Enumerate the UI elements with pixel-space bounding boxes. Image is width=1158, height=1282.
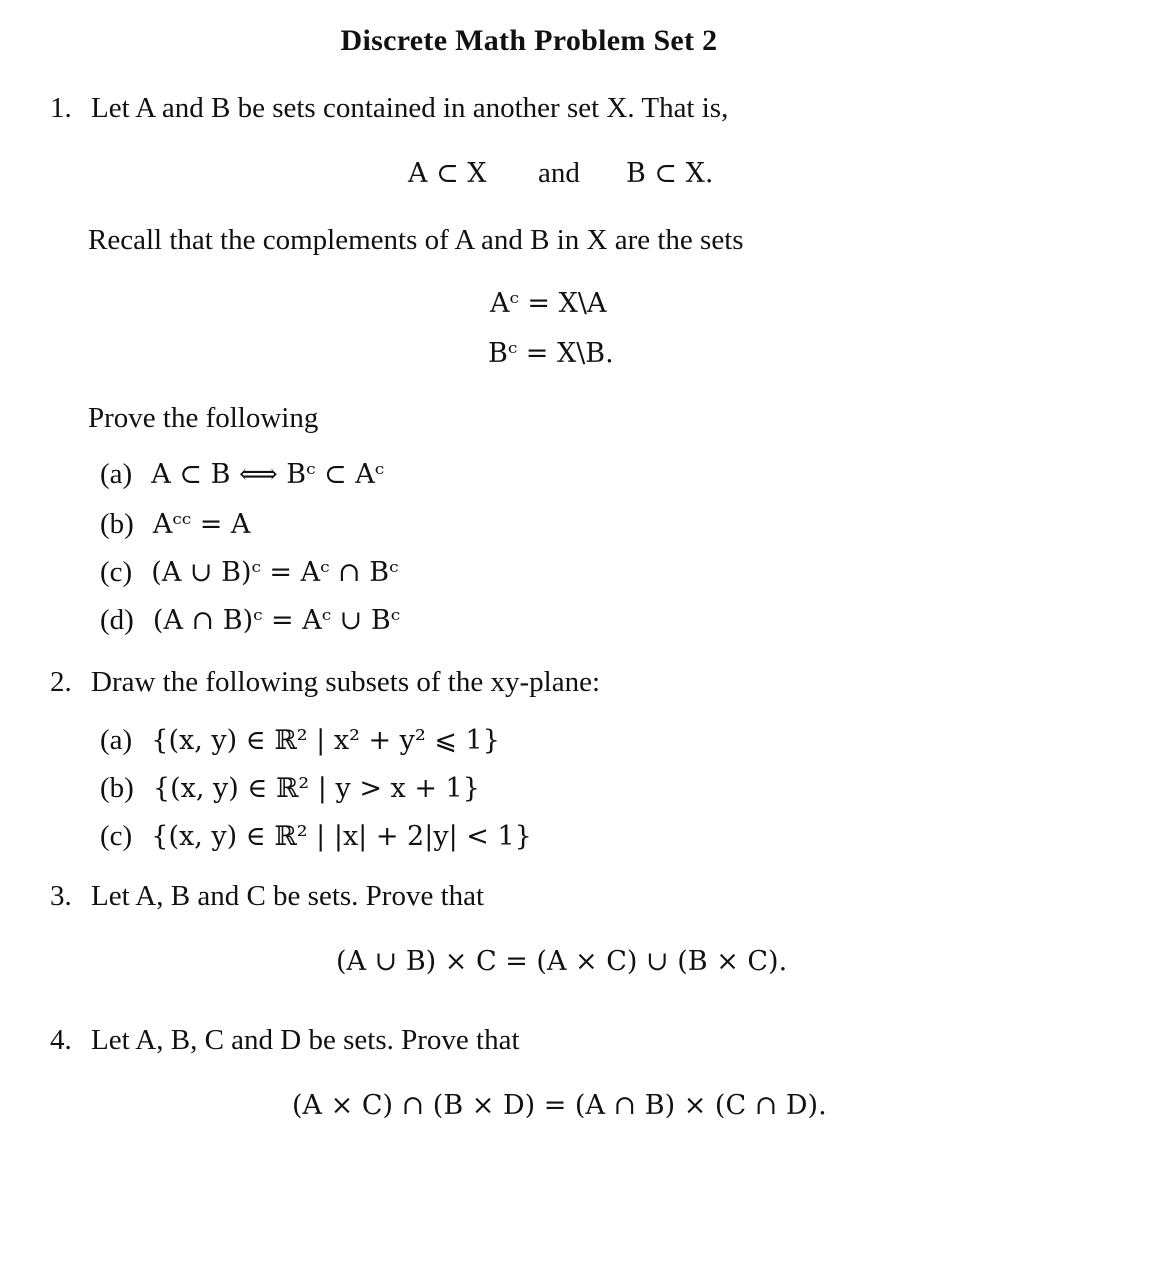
problem-1-eq1: Aᶜ = X\A	[490, 288, 607, 319]
problem-1-number: 1.	[50, 92, 72, 124]
problem-1-part-a	[100, 458, 384, 491]
problem-4-number: 4.	[50, 1024, 72, 1056]
problem-1-display-left: A ⊂ X	[408, 158, 487, 189]
part-label: (c)	[100, 556, 133, 588]
problem-1-display-right: B ⊂ X.	[626, 158, 714, 189]
part-text: {(x, y) ∈ ℝ² | x² + y² ⩽ 1}	[151, 725, 500, 756]
problem-1-prove: Prove the following	[88, 402, 319, 434]
part-label: (b)	[100, 772, 134, 804]
problem-2-intro: Draw the following subsets of the xy-plane:	[91, 666, 601, 698]
part-label: (a)	[100, 724, 133, 756]
part-label: (c)	[100, 820, 133, 852]
problem-4	[50, 1024, 520, 1057]
problem-4-intro: Let A, B, C and D be sets. Prove that	[91, 1024, 520, 1056]
part-text: {(x, y) ∈ ℝ² | y > x + 1}	[152, 773, 480, 804]
problem-2-part-c	[100, 820, 532, 853]
part-text: (A ∪ B)ᶜ = Aᶜ ∩ Bᶜ	[151, 557, 399, 588]
part-label: (d)	[100, 604, 134, 636]
problem-2-part-a	[100, 724, 500, 757]
problem-2	[50, 666, 600, 699]
problem-3	[50, 880, 484, 913]
problem-1-part-c	[100, 556, 398, 589]
problem-1-eq2: Bᶜ = X\B.	[488, 338, 614, 369]
problem-1-part-d	[100, 604, 400, 637]
part-label: (a)	[100, 458, 133, 490]
problem-3-intro: Let A, B and C be sets. Prove that	[91, 880, 485, 912]
part-label: (b)	[100, 508, 134, 540]
problem-3-number: 3.	[50, 880, 72, 912]
problem-1-part-b	[100, 508, 250, 541]
problem-2-number: 2.	[50, 666, 72, 698]
problem-1	[50, 92, 728, 125]
part-text: Aᶜᶜ = A	[152, 509, 251, 540]
document-title: Discrete Math Problem Set 2	[340, 24, 718, 57]
part-text: {(x, y) ∈ ℝ² | |x| + 2|y| < 1}	[151, 821, 532, 852]
part-text: (A ∩ B)ᶜ = Aᶜ ∪ Bᶜ	[152, 605, 401, 636]
problem-1-recall: Recall that the complements of A and B in X are the sets	[88, 224, 744, 256]
part-text: A ⊂ B ⟺ Bᶜ ⊂ Aᶜ	[151, 459, 385, 490]
problem-1-intro: Let A and B be sets contained in another set X. That is,	[91, 92, 729, 124]
problem-3-display: (A ∪ B) × C = (A × C) ∪ (B × C).	[336, 946, 788, 977]
problem-2-part-b	[100, 772, 480, 805]
problem-1-display-mid: and	[538, 157, 580, 189]
problem-4-display: (A × C) ∩ (B × D) = (A ∩ B) × (C ∩ D).	[292, 1090, 827, 1121]
